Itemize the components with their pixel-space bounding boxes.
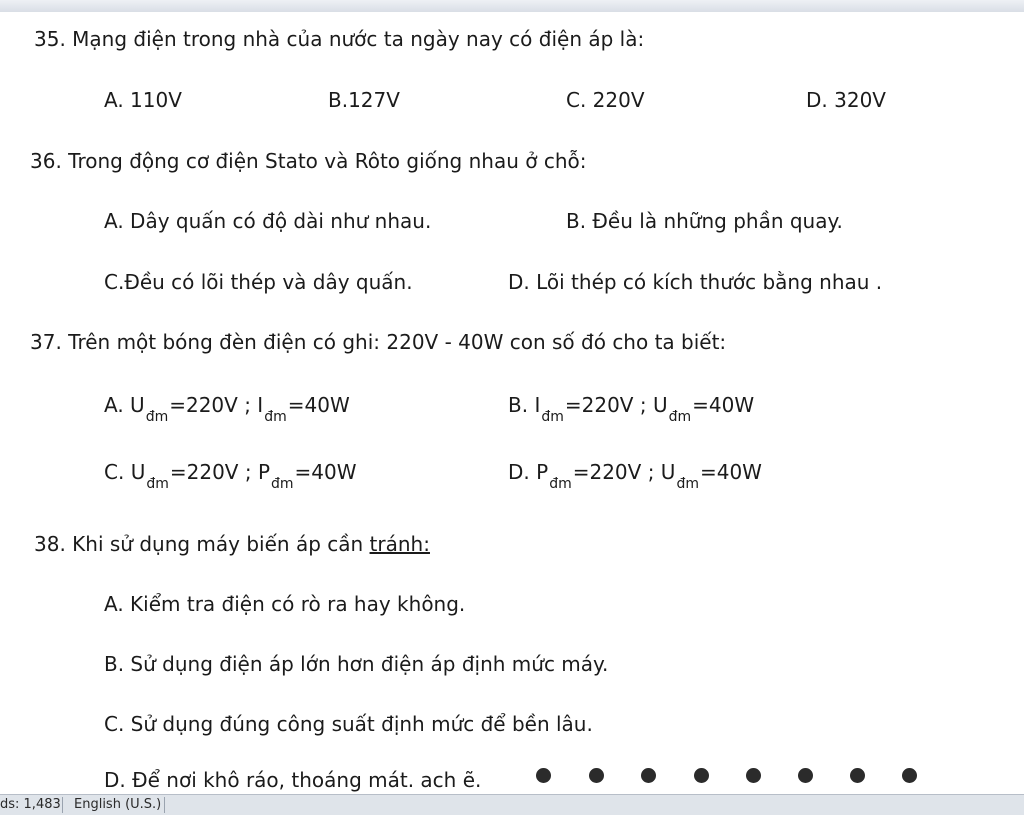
q35-option-b: B.127V	[328, 88, 400, 112]
question-38: 38. Khi sử dụng máy biến áp cần tránh:	[34, 532, 430, 556]
question-35: 35. Mạng điện trong nhà của nước ta ngày nay có điện áp là:	[34, 27, 645, 51]
dot-marker	[746, 768, 761, 783]
q38-option-b: B. Sử dụng điện áp lớn hơn điện áp định mức máy.	[104, 652, 609, 676]
q35-option-d: D. 320V	[806, 88, 886, 112]
dot-marker	[902, 768, 917, 783]
q37-option-a: A. $U_{đm}=220V$ ; $I_{đm}=40W$	[104, 393, 350, 425]
status-divider	[62, 797, 63, 813]
dot-marker	[589, 768, 604, 783]
status-bar	[0, 794, 1024, 815]
document-page	[0, 12, 1024, 794]
q36-option-a: A. Dây quấn có độ dài như nhau.	[104, 209, 432, 233]
q37-option-b: B. $I_{đm}=220V$ ; $U_{đm}=40W$	[508, 393, 755, 425]
word-count[interactable]: ds: 1,483	[0, 797, 61, 812]
q38-option-a: A. Kiểm tra điện có rò ra hay không.	[104, 592, 466, 616]
question-36: 36. Trong động cơ điện Stato và Rôto giống nhau ở chỗ:	[30, 149, 587, 173]
language-indicator[interactable]: English (U.S.)	[74, 797, 162, 812]
question-37: 37. Trên một bóng đèn điện có ghi: 220V - 40W con số đó cho ta biết:	[30, 330, 727, 354]
status-divider	[164, 797, 165, 813]
dot-marker	[694, 768, 709, 783]
q37-option-c: C. $U_{đm}=220V$ ; $P_{đm}=40W$	[104, 460, 357, 492]
dot-marker	[850, 768, 865, 783]
q36-option-c: C.Đều có lõi thép và dây quấn.	[104, 270, 413, 294]
q38-option-d: D. Để nơi khô ráo, thoáng mát. ach ẽ.	[104, 768, 482, 792]
q38-option-c: C. Sử dụng đúng công suất định mức để bền lâu.	[104, 712, 593, 736]
q35-option-c: C. 220V	[566, 88, 645, 112]
q36-option-d: D. Lõi thép có kích thước bằng nhau .	[508, 270, 883, 294]
dot-marker	[536, 768, 551, 783]
dot-marker	[641, 768, 656, 783]
q36-option-b: B. Đều là những phần quay.	[566, 209, 843, 233]
q35-option-a: A. 110V	[104, 88, 182, 112]
q37-option-d: D. $P_{đm}=220V$ ; $U_{đm}=40W$	[508, 460, 762, 492]
dot-marker	[798, 768, 813, 783]
